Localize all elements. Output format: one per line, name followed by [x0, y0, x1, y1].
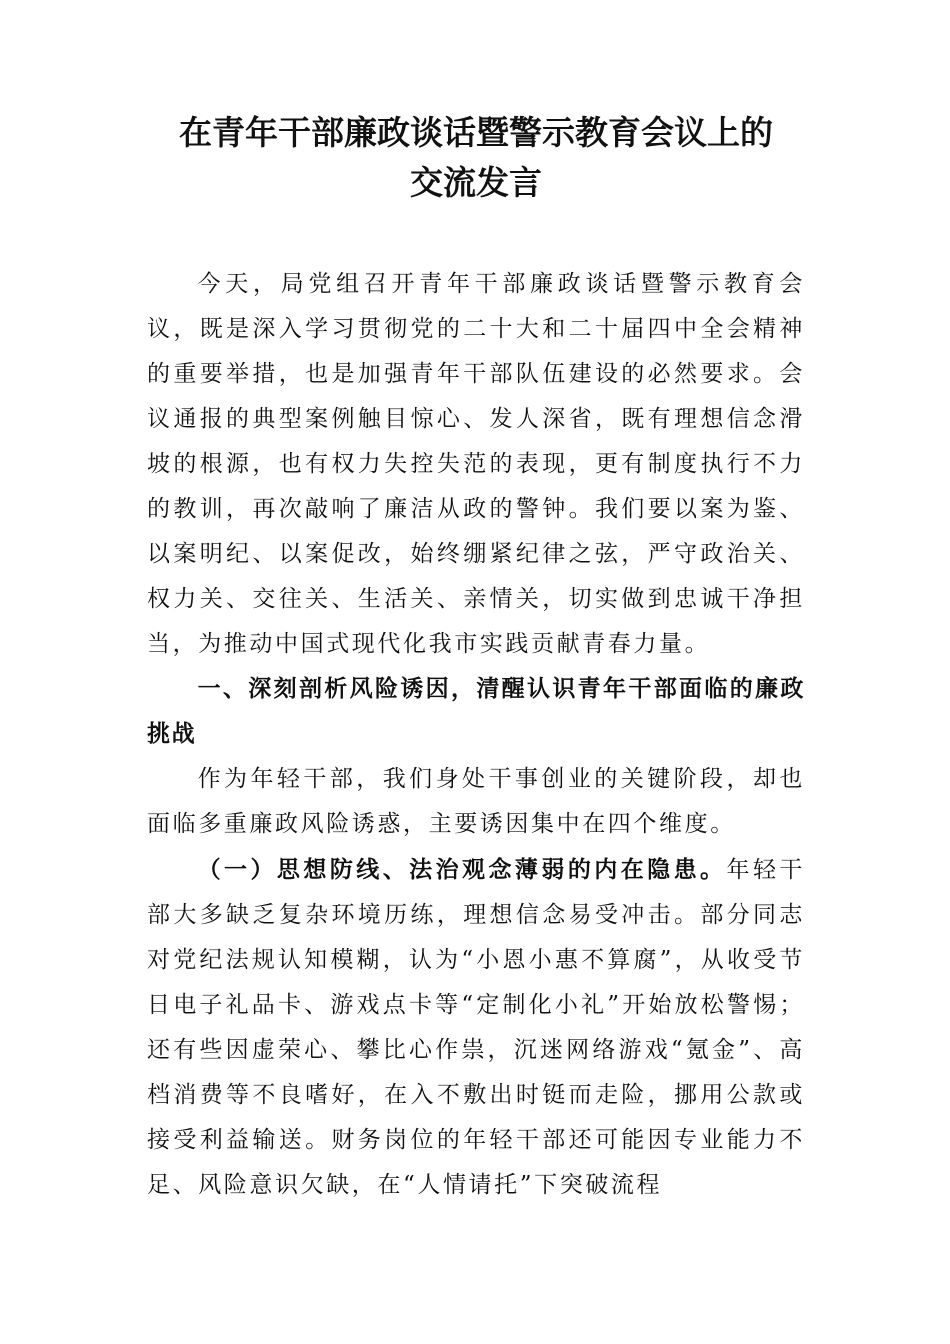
subsection-1-body: 年轻干部大多缺乏复杂环境历练，理想信念易受冲击。部分同志对党纪法规认知模糊，认为“小恩小惠不算腐”，从收受节日电子礼品卡、游戏点卡等“定制化小礼”开始放松警惕；还有些因虚荣心、攀比心作祟，沉迷网络游戏“氪金”、高档消费等不良嗜好，在入不敷出时铤而走险，挪用公款或接受利益输送。财务岗位的年轻干部还可能因专业能力不足、风险意识欠缺，在“人情请托”下突破流程	[147, 857, 805, 1198]
paragraph-intro: 今天，局党组召开青年干部廉政谈话暨警示教育会议，既是深入学习贯彻党的二十大和二十届四中全会精神的重要举措，也是加强青年干部队伍建设的必然要求。会议通报的典型案例触目惊心、发人深省，既有理想信念滑坡的根源，也有权力失控失范的表现，更有制度执行不力的教训，再次敲响了廉洁从政的警钟。我们要以案为鉴、以案明纪、以案促改，始终绷紧纪律之弦，严守政治关、权力关、交往关、生活关、亲情关，切实做到忠诚干净担当，为推动中国式现代化我市实践贡献青春力量。	[147, 271, 805, 657]
title-line-1: 在青年干部廉政谈话暨警示教育会议上的	[179, 113, 773, 152]
title-line-2: 交流发言	[410, 163, 542, 202]
section-heading-1: 一、深刻剖析风险诱因，清醒认识青年干部面临的廉政挑战	[147, 676, 805, 747]
document-title	[137, 108, 815, 208]
document-body	[147, 262, 805, 1208]
paragraph-subsection-1	[147, 847, 805, 1208]
paragraph-section-1-intro: 作为年轻干部，我们身处干事创业的关键阶段，却也面临多重廉政风险诱惑，主要诱因集中在四个维度。	[147, 766, 805, 837]
subsection-1-lead: （一）思想防线、法治观念薄弱的内在隐患。	[197, 856, 727, 883]
